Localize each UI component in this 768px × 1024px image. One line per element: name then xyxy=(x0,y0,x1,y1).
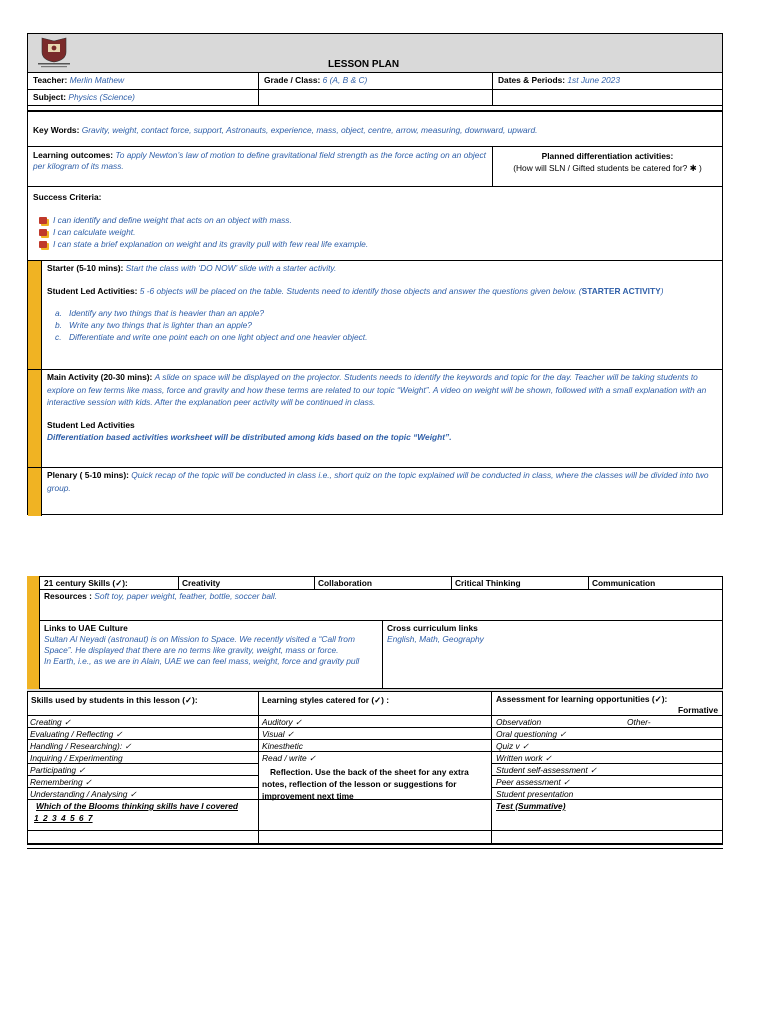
blooms-question: Which of the Blooms thinking skills have I covered xyxy=(36,801,238,811)
bullet-icon xyxy=(39,229,47,236)
success-item-text: I can state a brief explanation on weight and its gravity pull with few real life example. xyxy=(53,239,369,249)
teacher-cell: Teacher: Merlin Mathew xyxy=(33,75,125,85)
uae-cell xyxy=(44,623,359,667)
starter-row xyxy=(28,260,722,369)
uae-line: Space”. He displayed that there are no terms like gravity, weight, mass or force. xyxy=(44,645,339,655)
dates-cell xyxy=(492,73,722,89)
list-text: Identify any two things that is heavier than an apple? xyxy=(69,308,265,318)
grid-line xyxy=(27,727,723,728)
success-item-text: I can identify and define weight that acts on an object with mass. xyxy=(53,215,292,225)
grid-line xyxy=(27,715,723,716)
starter-value: Start the class with ‘DO NOW’ slide with a starter activity. xyxy=(125,263,337,273)
grid-line xyxy=(27,739,723,740)
grid-line xyxy=(27,787,258,788)
skills-used-header: Skills used by students in this lesson (✓): xyxy=(31,695,198,705)
success-row xyxy=(28,186,722,260)
skills21-label: 21 century Skills (✓): xyxy=(44,578,128,588)
teacher-name: Merlin Mathew xyxy=(69,75,125,85)
bullet-icon xyxy=(39,217,47,224)
assessment-item: Oral questioning ✓ xyxy=(496,729,567,739)
differentiation-title: Planned differentiation activities: xyxy=(541,151,674,161)
grade-cell xyxy=(258,73,492,89)
blooms-numbers: 1 2 3 4 5 6 7 xyxy=(34,813,93,823)
subject-value: Physics (Science) xyxy=(68,92,135,102)
skill-item: Participating ✓ xyxy=(30,765,86,775)
skill-item: Evaluating / Reflecting ✓ xyxy=(30,729,123,739)
assessment-item: Quiz v ✓ xyxy=(496,741,530,751)
skill-item: Inquiring / Experimenting xyxy=(30,753,123,763)
subject-cell xyxy=(28,90,258,105)
plenary-row xyxy=(28,467,722,516)
outcomes-value: To apply Newton’s law of motion to define gravitational field strength as the force acting on an object per kilogram of its mass. xyxy=(33,150,486,171)
plenary-cell xyxy=(41,468,722,516)
outcomes-label: Learning outcomes: xyxy=(33,150,114,160)
grade-value: 6 (A, B & C) xyxy=(322,75,368,85)
assessment-item: Written work ✓ xyxy=(496,753,552,763)
amber-margin xyxy=(28,468,41,516)
grid-line xyxy=(27,775,258,776)
main-label: Main Activity (20-30 mins): xyxy=(47,372,153,382)
grade-label: Grade / Class: xyxy=(264,75,321,85)
resources-label: Resources : xyxy=(44,591,92,601)
list-item xyxy=(39,239,717,249)
style-item: Kinesthetic xyxy=(262,741,303,751)
student-led-list xyxy=(47,308,717,342)
cross-value: English, Math, Geography xyxy=(387,634,484,644)
list-marker: b. xyxy=(55,320,62,330)
shield-icon xyxy=(34,36,74,69)
main-value: A slide on space will be displayed on the projector. Students needs to identify the keywords and topic for the day. Teacher will be taking students to explore on few terms like mass, force and gravity and how these terms are related to our topic “Weight”. A video on weight will be shown, followed with a small explanation with an interactive session with kids. After the explanation peer activity will be continued in class. xyxy=(47,372,707,407)
success-item-text: I can calculate weight. xyxy=(53,227,136,237)
uae-row xyxy=(39,621,723,689)
grid-line xyxy=(27,844,723,845)
formative-label: Formative xyxy=(677,705,718,715)
assessment-grid xyxy=(27,689,723,850)
keywords-row xyxy=(28,110,722,146)
list-marker: c. xyxy=(55,332,62,342)
uae-line: Sultan Al Neyadi (astronaut) is on Mission to Space. We recently visited a “Call from xyxy=(44,634,355,644)
amber-margin xyxy=(28,261,41,369)
skill-critical-thinking: Critical Thinking xyxy=(451,577,524,589)
subject-empty-cell-2 xyxy=(492,90,722,105)
reflection-note xyxy=(262,766,484,802)
amber-margin xyxy=(27,576,39,690)
student-led-close: ) xyxy=(660,286,664,296)
list-item xyxy=(55,332,717,342)
differentiation-sub: (How will SLN / Gifted students be catered for? ✱ ) xyxy=(513,163,702,173)
skill-creativity: Creativity xyxy=(178,577,223,589)
subject-row xyxy=(28,89,722,105)
plenary-label: Plenary ( 5-10 mins): xyxy=(47,470,129,480)
keywords-label: Key Words: xyxy=(33,125,80,135)
test-summative: Test (Summative) xyxy=(496,801,566,811)
bullet-icon xyxy=(39,241,47,248)
assessment-other: Other- xyxy=(627,717,651,727)
grid-line xyxy=(258,691,259,844)
list-text: Write any two things that is lighter than an apple? xyxy=(69,320,252,330)
main-row xyxy=(28,369,722,467)
skill-item: Creating ✓ xyxy=(30,717,71,727)
assessment-item: Student presentation xyxy=(496,789,574,799)
assessment-item: Peer assessment ✓ xyxy=(496,777,571,787)
skill-communication: Communication xyxy=(588,577,658,589)
assessment-item: Observation xyxy=(496,717,542,727)
learning-styles-header: Learning styles catered for (✓) : xyxy=(262,695,390,705)
uae-line: In Earth, i.e., as we are in Alain, UAE we can feel mass, weight, force and gravity pull xyxy=(44,656,360,666)
grid-line xyxy=(27,751,723,752)
cross-cell xyxy=(382,621,488,688)
plenary-value: Quick recap of the topic will be conducted in class i.e., short quiz on the topic explained will be conducted in class, where the classes will be divided into two group. xyxy=(47,470,709,493)
resources-value: Soft toy, paper weight, feather, bottle, soccer ball. xyxy=(94,591,278,601)
main-sla-label: Student Led Activities xyxy=(47,419,135,430)
list-text: Differentiate and write one point each on one light object and one heavier object. xyxy=(69,332,368,342)
uae-label: Links to UAE Culture xyxy=(44,623,128,633)
style-item: Auditory ✓ xyxy=(262,717,303,727)
dates-value: 1st June 2023 xyxy=(567,75,620,85)
outcomes-row xyxy=(28,146,722,186)
amber-margin xyxy=(28,370,41,467)
skill-item: Remembering ✓ xyxy=(30,777,92,787)
reflection-text: Reflection. Use the back of the sheet for any extra notes, reflection of the lesson or suggestions for improvement next time xyxy=(262,767,469,801)
resources-row xyxy=(39,589,723,621)
grid-line xyxy=(491,691,492,844)
success-list xyxy=(39,215,717,249)
skills21-row xyxy=(39,576,723,590)
grid-line xyxy=(27,763,258,764)
list-item xyxy=(39,227,717,237)
starter-label: Starter (5-10 mins): xyxy=(47,263,124,273)
student-led-value: 5 -6 objects will be placed on the table. Students need to identify those objects and answer the questions given below. ( xyxy=(139,286,582,296)
grid-line xyxy=(491,775,723,776)
page-title: LESSON PLAN xyxy=(328,59,400,70)
list-item xyxy=(55,308,717,318)
skills-table xyxy=(27,576,723,850)
school-logo xyxy=(34,36,74,69)
starter-activity-tag: STARTER ACTIVITY xyxy=(581,286,661,296)
assessment-header: Assessment for learning opportunities (✓): xyxy=(496,694,668,704)
subject-empty-cell xyxy=(258,90,492,105)
teacher-row xyxy=(28,72,722,89)
assessment-item: Student self-assessment ✓ xyxy=(496,765,598,775)
lesson-plan-table xyxy=(27,33,723,515)
outcomes-cell xyxy=(28,147,492,186)
keywords-value: Gravity, weight, contact force, support, Astronauts, experience, mass, object, centre, arrow, measuring, downward, upward. xyxy=(81,125,538,135)
differentiation-cell xyxy=(492,147,722,186)
list-item xyxy=(55,320,717,330)
main-sla-value: Differentiation based activities worksheet will be distributed among kids based on the topic “Weight”. xyxy=(47,432,452,442)
grid-line xyxy=(27,830,723,831)
cross-label: Cross curriculum links xyxy=(387,623,478,633)
teacher-label: Teacher xyxy=(33,75,65,85)
skill-item: Handling / Researching): ✓ xyxy=(30,741,132,751)
list-item xyxy=(39,215,717,225)
skill-item: Understanding / Analysing ✓ xyxy=(30,789,137,799)
subject-label: Subject: xyxy=(33,92,67,102)
skill-collaboration: Collaboration xyxy=(314,577,375,589)
style-item: Read / write ✓ xyxy=(262,753,317,763)
starter-cell xyxy=(41,261,722,369)
dates-label: Dates & Periods: xyxy=(498,75,566,85)
student-led-label: Student Led Activities: xyxy=(47,286,138,296)
grid-line xyxy=(491,787,723,788)
header-row xyxy=(28,34,722,72)
style-item: Visual ✓ xyxy=(262,729,295,739)
list-marker: a. xyxy=(55,308,62,318)
main-cell xyxy=(41,370,722,467)
grid-line xyxy=(27,848,723,849)
success-label: Success Criteria: xyxy=(33,192,102,202)
grid-line xyxy=(491,763,723,764)
